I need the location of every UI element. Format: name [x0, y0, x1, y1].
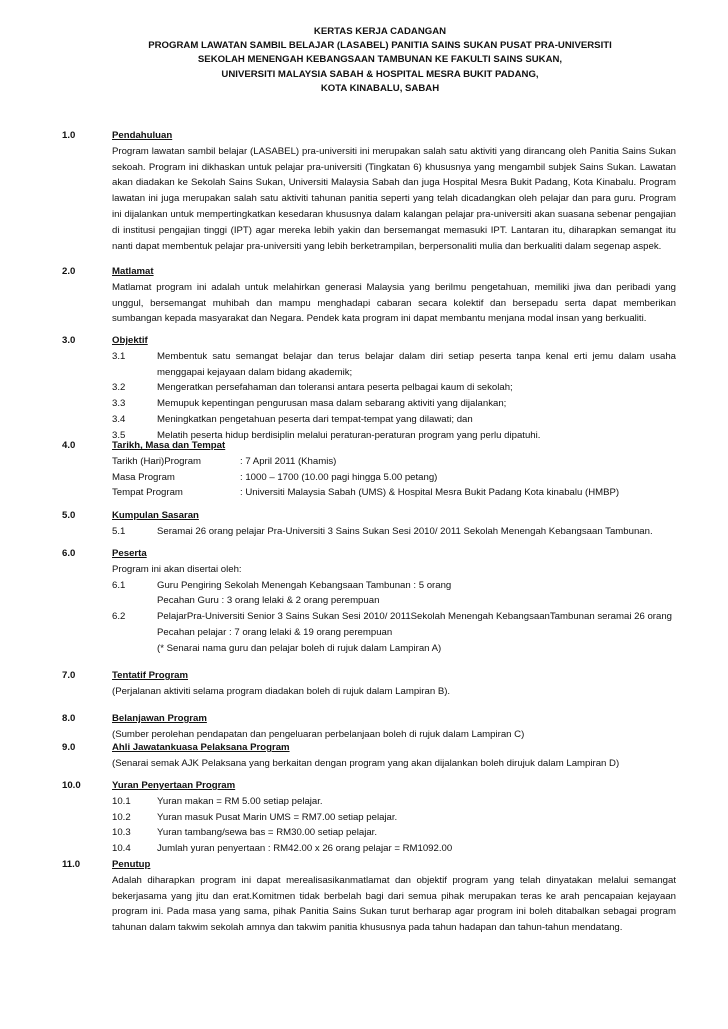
list-item: [112, 825, 676, 841]
list-item: [112, 609, 676, 625]
section-number: 2.0: [62, 266, 76, 277]
detail-row: [112, 470, 676, 486]
item-number: 6.1: [112, 579, 126, 591]
item-number: 3.2: [112, 382, 126, 394]
list-item: [112, 810, 676, 826]
item-number: 10.1: [112, 795, 131, 807]
detail-row: [112, 485, 676, 501]
list-item: [112, 524, 676, 540]
title-line: UNIVERSITI MALAYSIA SABAH & HOSPITAL MESRA BUKIT PADANG,: [221, 68, 539, 80]
section-heading: Belanjawan Program: [112, 713, 207, 724]
section-paragraph: Program lawatan sambil belajar (LASABEL) pra-universiti ini merupakan salah satu aktiviti yang dirancang oleh Panitia Sains Sukan sekoah. Program ini dikhaskan untuk pelajar pra-universiti (Tingkatan 6) khususnya yang mengambil subjek Sains Sukan. Lawatan akan diadakan ke Sekolah Sains Sukan, Universiti Malaysia Sabah dan juga Hospital Mesra Bukit Padang, Kota Kinabalu. Program lawatan ini juga merupakan salah satu aktiviti tahunan panitia seperti yang telah dicadangkan oleh pelajar dan para guru. Program ini dijalankan untuk mempertingkatkan kesedaran khususnya dalam kalangan pelajar pra-universiti akan suasana sebenar pengajian di institusi pengajian tinggi (IPT) agar mereka lebih yakin dan bersemangat memasuki IPT. Lantaran itu, diharapkan semangat itu nanti dapat membentuk pelajar pra-universiti yang lebih berketrampilan, berpersonaliti mulia dan berkualiti dalam segenap aspek.: [112, 145, 676, 252]
item-text: Guru Pengiring Sekolah Menengah Kebangsaan Tambunan : 5 orang: [157, 579, 452, 591]
section-heading: Tentatif Program: [112, 670, 189, 681]
section-heading: Kumpulan Sasaran: [112, 510, 199, 521]
item-text: Melatih peserta hidup berdisiplin melalui peraturan-peraturan program yang perlu dipatuhi.: [157, 429, 541, 441]
section-heading: Yuran Penyertaan Program: [112, 780, 236, 791]
item-text: Memupuk kepentingan pengurusan masa dalam sebarang aktiviti yang dijalankan;: [157, 398, 507, 410]
title-line: KOTA KINABALU, SABAH: [320, 82, 440, 94]
section-number: 1.0: [62, 130, 76, 141]
list-item: [112, 412, 676, 428]
section-number: 10.0: [62, 780, 81, 791]
section-number: 4.0: [62, 440, 76, 451]
item-text: Yuran makan = RM 5.00 setiap pelajar.: [157, 795, 323, 807]
detail-value: : Universiti Malaysia Sabah (UMS) & Hospital Mesra Bukit Padang Kota kinabalu (HMBP): [240, 487, 620, 499]
item-number: 3.5: [112, 429, 126, 441]
title-line: SEKOLAH MENENGAH KEBANGSAAN TAMBUNAN KE FAKULTI SAINS SUKAN,: [197, 54, 563, 66]
item-number: 3.4: [112, 413, 126, 425]
section-heading: Matlamat: [112, 266, 154, 277]
section-paragraph: Adalah diharapkan program ini dapat merealisasikanmatlamat dan objektif program yang telah dinyatakan melalui semangat bekerjasama yang jitu dan erat.Komitmen tidak berbelah bagi dari semua pihak merupakan teras ke arah pencapaian kejayaan program ini. Pada masa yang sama, pihak Panitia Sains Sukan turut berharap agar program ini boleh ditabalkan sebagai program tahunan dalam takwim sekolah amnya dan takwim panitia khususnya pada tahun hadapan dan tahun-tahun mendatang.: [112, 874, 676, 934]
section-heading: Tarikh, Masa dan Tempat: [112, 440, 226, 451]
section-number: 6.0: [62, 548, 76, 559]
section-number: 8.0: [62, 713, 76, 724]
detail-label: Tarikh (Hari)Program: [112, 455, 202, 467]
section-heading: Pendahuluan: [112, 130, 173, 141]
title-line: PROGRAM LAWATAN SAMBIL BELAJAR (LASABEL) PANITIA SAINS SUKAN PUSAT PRA-UNIVERSITI: [148, 40, 612, 52]
item-text: Jumlah yuran penyertaan : RM42.00 x 26 orang pelajar = RM1092.00: [157, 843, 453, 855]
item-subtext: (* Senarai nama guru dan pelajar boleh di rujuk dalam Lampiran A): [157, 642, 442, 654]
item-number: 5.1: [112, 525, 126, 537]
section-heading: Penutup: [112, 859, 151, 870]
item-text: PelajarPra-Universiti Senior 3 Sains Sukan Sesi 2010/ 2011Sekolah Menengah KebangsaanTambunan seramai 26 orang: [157, 611, 673, 623]
item-text: Yuran masuk Pusat Marin UMS = RM7.00 setiap pelajar.: [157, 811, 398, 823]
title-line: KERTAS KERJA CADANGAN: [313, 26, 447, 37]
list-item: [112, 841, 676, 857]
section-heading: Objektif: [112, 335, 148, 346]
section-number: 11.0: [62, 859, 81, 870]
detail-label: Tempat Program: [112, 487, 183, 499]
item-subtext: Pecahan pelajar : 7 orang lelaki & 19 orang perempuan: [157, 626, 393, 638]
item-subtext: Pecahan Guru : 3 orang lelaki & 2 orang perempuan: [157, 595, 380, 607]
item-text: Membentuk satu semangat belajar dan terus belajar dalam diri setiap peserta tanpa kenal erti jemu dalam usaha menggapai kejayaan dalam bidang akademik;: [157, 350, 676, 378]
list-item: [112, 578, 676, 594]
item-number: 3.3: [112, 398, 126, 410]
item-text: Meningkatkan pengetahuan peserta dari tempat-tempat yang dilawati; dan: [157, 413, 473, 425]
section-number: 7.0: [62, 670, 76, 681]
section-heading: Peserta: [112, 548, 147, 559]
section-paragraph: Matlamat program ini adalah untuk melahirkan generasi Malaysia yang berilmu pengetahuan, memiliki jiwa dan peribadi yang unggul, bersemangat muhibah dan mampu menghadapi cabaran secara kolektif dan bersepadu serta dapat memberikan sumbangan kepada masyarakat dan Negara. Pendek kata program ini dapat membantu menjana modal insan yang berkualiti.: [112, 281, 676, 325]
item-text: Mengeratkan persefahaman dan toleransi antara peserta pelbagai kaum di sekolah;: [157, 382, 513, 394]
section-number: 9.0: [62, 742, 76, 753]
item-text: Yuran tambang/sewa bas = RM30.00 setiap pelajar.: [157, 827, 377, 839]
item-number: 3.1: [112, 350, 126, 362]
section-intro: Program ini akan disertai oleh:: [112, 563, 242, 575]
item-number: 10.4: [112, 843, 131, 855]
detail-value: : 1000 – 1700 (10.00 pagi hingga 5.00 petang): [240, 471, 438, 483]
item-number: 6.2: [112, 611, 126, 623]
item-number: 10.2: [112, 811, 131, 823]
section-paragraph: (Perjalanan aktiviti selama program diadakan boleh di rujuk dalam Lampiran B).: [112, 685, 451, 697]
item-number: 10.3: [112, 827, 131, 839]
list-item: [112, 349, 676, 381]
section-paragraph: (Sumber perolehan pendapatan dan pengeluaran perbelanjaan boleh di rujuk dalam Lampiran C): [112, 728, 525, 740]
list-item: [112, 396, 676, 412]
section-heading: Ahli Jawatankuasa Pelaksana Program: [112, 742, 290, 753]
detail-label: Masa Program: [112, 471, 175, 483]
section-number: 3.0: [62, 335, 76, 346]
section-number: 5.0: [62, 510, 76, 521]
detail-value: : 7 April 2011 (Khamis): [240, 455, 337, 467]
detail-row: [112, 454, 676, 470]
document-title: [60, 25, 700, 96]
list-item: [112, 794, 676, 810]
section-paragraph: (Senarai semak AJK Pelaksana yang berkaitan dengan program yang akan dijalankan boleh dirujuk dalam Lampiran D): [112, 757, 620, 769]
item-text: Seramai 26 orang pelajar Pra-Universiti 3 Sains Sukan Sesi 2010/ 2011 Sekolah Menengah Kebangsaan Tambunan.: [157, 525, 653, 537]
list-item: [112, 380, 676, 396]
